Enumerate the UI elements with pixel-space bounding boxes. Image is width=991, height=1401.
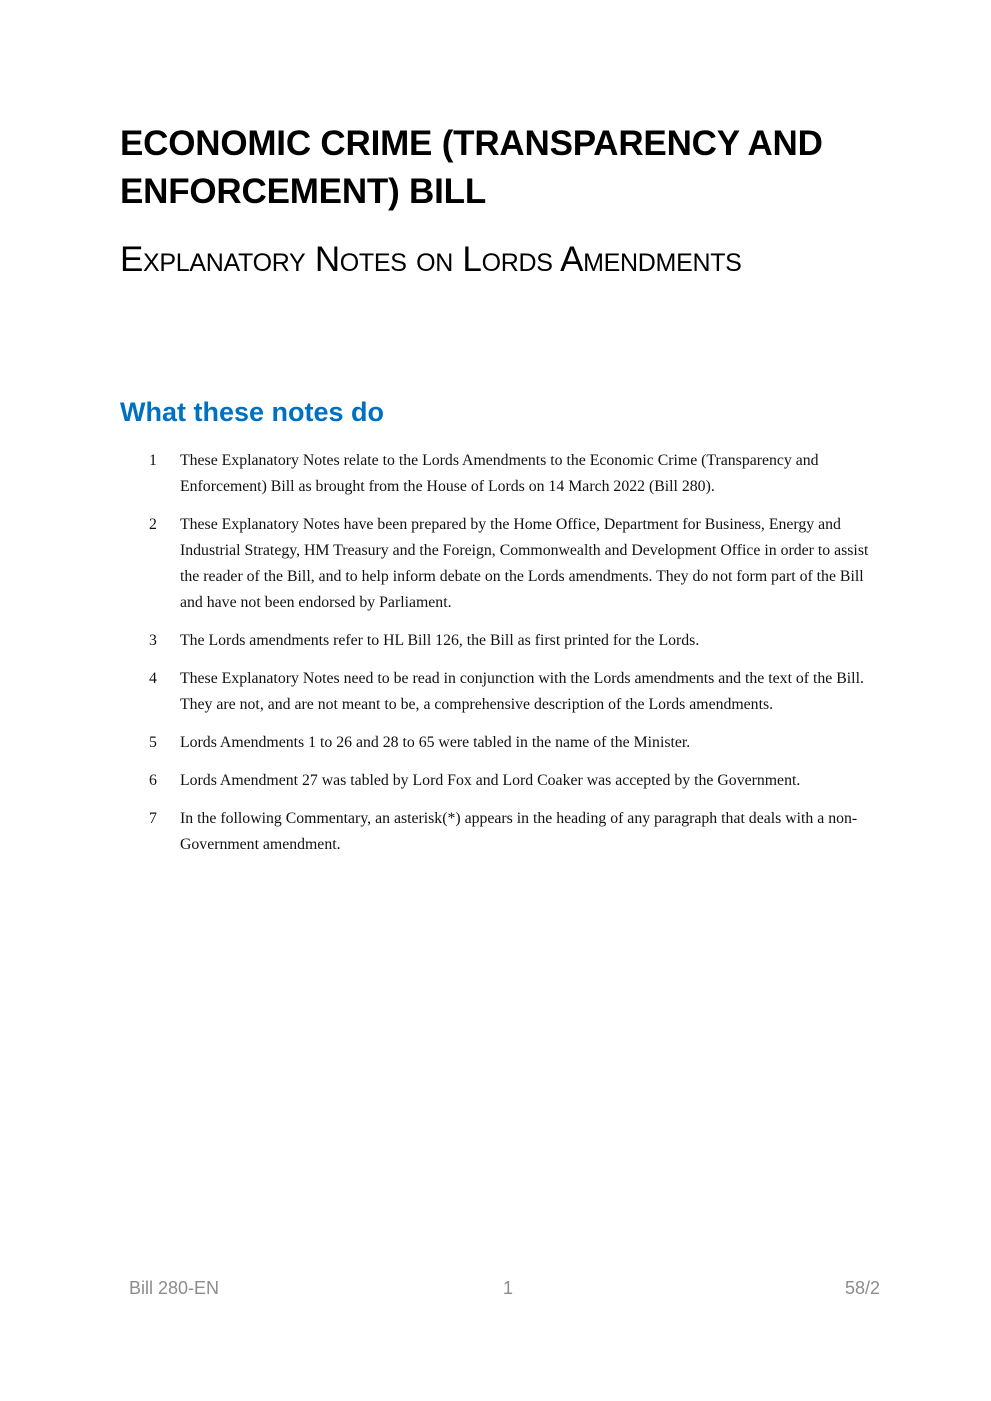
footer-session-reference: 58/2: [844, 1278, 880, 1298]
note-item: [140, 768, 870, 794]
notes-list: [140, 448, 870, 870]
note-text: Lords Amendment 27 was tabled by Lord Fox and Lord Coaker was accepted by the Government.: [180, 772, 801, 789]
note-text: These Explanatory Notes relate to the Lords Amendments to the Economic Crime (Transparency and Enforcement) Bill as brought from the House of Lords on 14 March 2022 (Bill 280).: [180, 452, 819, 495]
note-number: 6: [149, 772, 157, 789]
note-text: These Explanatory Notes need to be read in conjunction with the Lords amendments and the text of the Bill. They are not, and are not meant to be, a comprehensive description of the Lords amendments.: [180, 670, 864, 713]
footer-bill-reference: Bill 280-EN: [129, 1278, 220, 1298]
note-item: [140, 512, 870, 616]
note-item: [140, 628, 870, 654]
note-number: 1: [149, 452, 157, 469]
note-text: These Explanatory Notes have been prepared by the Home Office, Department for Business, Energy and Industrial Strategy, HM Treasury and the Foreign, Commonwealth and Development Office in order to assist the reader of the Bill, and to help inform debate on the Lords amendments. They do not form part of the Bill and have not been endorsed by Parliament.: [180, 516, 869, 611]
note-number: 5: [149, 734, 157, 751]
note-text: In the following Commentary, an asterisk(*) appears in the heading of any paragraph that deals with a non-Government amendment.: [180, 810, 858, 853]
note-number: 7: [149, 810, 157, 827]
note-number: 3: [149, 632, 157, 649]
document-title: ECONOMIC CRIME (TRANSPARENCY AND ENFORCEMENT) BILL: [120, 124, 823, 211]
note-item: [140, 666, 870, 718]
document-subtitle: Explanatory Notes on Lords Amendments: [120, 240, 742, 279]
note-text: Lords Amendments 1 to 26 and 28 to 65 were tabled in the name of the Minister.: [180, 734, 691, 751]
note-item: [140, 448, 870, 500]
note-item: [140, 806, 870, 858]
section-heading: What these notes do: [120, 397, 385, 427]
note-number: 4: [149, 670, 157, 687]
note-item: [140, 730, 870, 756]
note-text: The Lords amendments refer to HL Bill 126, the Bill as first printed for the Lords.: [180, 632, 700, 649]
note-number: 2: [149, 516, 157, 533]
footer-page-number: 1: [503, 1278, 514, 1298]
